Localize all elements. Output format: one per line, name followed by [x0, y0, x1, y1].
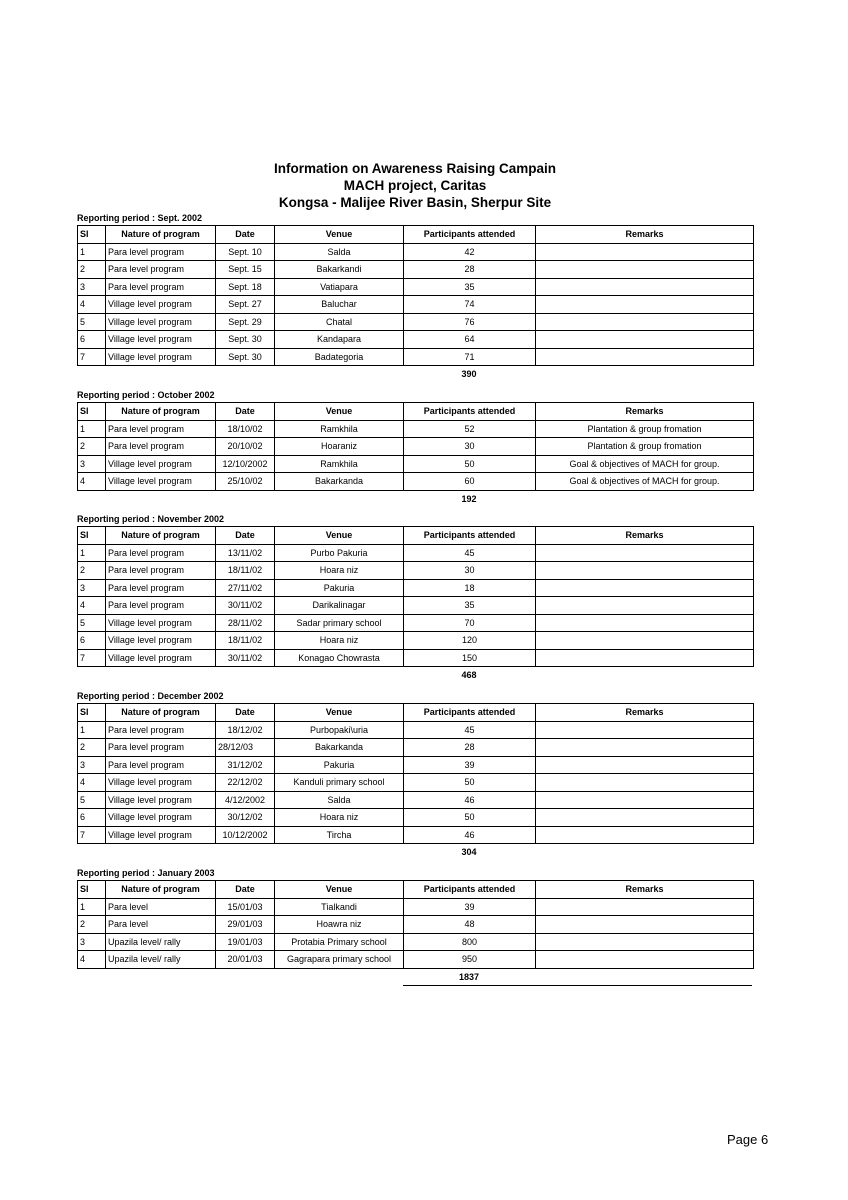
cell-date: 25/10/02: [216, 473, 275, 491]
cell-program: Para level program: [106, 756, 216, 774]
cell-venue: Hoaraniz: [275, 438, 404, 456]
cell-remarks: [536, 614, 754, 632]
cell-date: 4/12/2002: [216, 791, 275, 809]
cell-participants: 74: [404, 296, 536, 314]
cell-venue: Konagao Chowrasta: [275, 649, 404, 667]
table-row: [78, 614, 754, 632]
cell-participants: 46: [404, 791, 536, 809]
cell-remarks: [536, 544, 754, 562]
cell-participants: 120: [404, 632, 536, 650]
cell-program: Para level: [106, 916, 216, 934]
cell-venue: Protabia Primary school: [275, 933, 404, 951]
col-header: Participants attended: [404, 226, 536, 244]
cell-venue: Tircha: [275, 826, 404, 844]
col-header: Sl: [78, 403, 106, 421]
cell-program: Village level program: [106, 649, 216, 667]
cell-remarks: [536, 597, 754, 615]
cell-remarks: [536, 649, 754, 667]
cell-participants: 60: [404, 473, 536, 491]
table-row: [78, 243, 754, 261]
col-header: Remarks: [536, 527, 754, 545]
section-oct-2002: [77, 390, 754, 507]
cell-participants: 45: [404, 544, 536, 562]
cell-participants: 28: [404, 261, 536, 279]
col-header: Remarks: [536, 226, 754, 244]
cell-sl: 1: [78, 544, 106, 562]
cell-date: 18/11/02: [216, 562, 275, 580]
cell-participants: 50: [404, 809, 536, 827]
cell-program: Para level program: [106, 278, 216, 296]
cell-venue: Ramkhila: [275, 455, 404, 473]
cell-remarks: [536, 739, 754, 757]
cell-participants: 35: [404, 278, 536, 296]
cell-date: 31/12/02: [216, 756, 275, 774]
col-header: Sl: [78, 704, 106, 722]
cell-program: Para level program: [106, 579, 216, 597]
cell-sl: 4: [78, 597, 106, 615]
reporting-period: Reporting period : December 2002: [77, 691, 224, 701]
table-row: [78, 296, 754, 314]
cell-sl: 3: [78, 278, 106, 296]
table-row: [78, 632, 754, 650]
cell-participants: 45: [404, 721, 536, 739]
cell-date: 22/12/02: [216, 774, 275, 792]
cell-venue: Badategoria: [275, 348, 404, 366]
cell-remarks: [536, 313, 754, 331]
cell-sl: 4: [78, 951, 106, 969]
cell-remarks: [536, 916, 754, 934]
cell-remarks: [536, 774, 754, 792]
cell-date: 18/10/02: [216, 420, 275, 438]
col-header: Date: [216, 226, 275, 244]
cell-sl: 7: [78, 649, 106, 667]
cell-sl: 5: [78, 614, 106, 632]
cell-program: Village level program: [106, 296, 216, 314]
section-nov-2002: [77, 514, 754, 683]
section-dec-2002: [77, 691, 754, 860]
cell-venue: Bakarkanda: [275, 739, 404, 757]
cell-venue: Baluchar: [275, 296, 404, 314]
cell-remarks: Plantation & group fromation: [536, 420, 754, 438]
cell-program: Para level program: [106, 544, 216, 562]
cell-date: 12/10/2002: [216, 455, 275, 473]
cell-date: 27/11/02: [216, 579, 275, 597]
table-row: [78, 809, 754, 827]
cell-program: Village level program: [106, 331, 216, 349]
cell-date: 18/11/02: [216, 632, 275, 650]
col-header: Sl: [78, 226, 106, 244]
cell-remarks: [536, 791, 754, 809]
col-header: Venue: [275, 403, 404, 421]
cell-remarks: [536, 826, 754, 844]
cell-date: Sept. 18: [216, 278, 275, 296]
col-header: Nature of program: [106, 527, 216, 545]
cell-remarks: [536, 756, 754, 774]
cell-remarks: [536, 809, 754, 827]
page-number: Page 6: [727, 1132, 769, 1147]
cell-participants: 30: [404, 438, 536, 456]
table-row: [78, 721, 754, 739]
cell-date: 20/01/03: [216, 951, 275, 969]
program-table: [77, 402, 754, 491]
cell-date: 13/11/02: [216, 544, 275, 562]
table-row: [78, 826, 754, 844]
cell-date: 30/12/02: [216, 809, 275, 827]
section-jan-2003: [77, 868, 754, 986]
cell-date: 30/11/02: [216, 597, 275, 615]
cell-venue: Hoara niz: [275, 809, 404, 827]
col-header: Remarks: [536, 881, 754, 899]
table-row: [78, 313, 754, 331]
cell-venue: Gagrapara primary school: [275, 951, 404, 969]
cell-participants: 950: [404, 951, 536, 969]
cell-venue: Salda: [275, 791, 404, 809]
cell-sl: 2: [78, 916, 106, 934]
col-header: Date: [216, 527, 275, 545]
cell-program: Village level program: [106, 791, 216, 809]
cell-program: Village level program: [106, 809, 216, 827]
cell-venue: Salda: [275, 243, 404, 261]
cell-remarks: [536, 632, 754, 650]
cell-participants: 35: [404, 597, 536, 615]
col-header: Venue: [275, 881, 404, 899]
cell-participants: 52: [404, 420, 536, 438]
col-header: Participants attended: [404, 403, 536, 421]
cell-sl: 2: [78, 739, 106, 757]
table-row: [78, 916, 754, 934]
cell-program: Para level program: [106, 261, 216, 279]
cell-program: Para level program: [106, 438, 216, 456]
title-line-2: MACH project, Caritas: [343, 178, 487, 193]
cell-date: 29/01/03: [216, 916, 275, 934]
grand-total-row: [403, 969, 752, 986]
cell-venue: Hoawra niz: [275, 916, 404, 934]
table-row: [78, 455, 754, 473]
table-header: [78, 403, 754, 421]
cell-participants: 50: [404, 455, 536, 473]
col-header: Venue: [275, 527, 404, 545]
table-header: [78, 226, 754, 244]
col-header: Date: [216, 403, 275, 421]
cell-date: 10/12/2002: [216, 826, 275, 844]
reporting-period: Reporting period : November 2002: [77, 514, 225, 524]
cell-sl: 5: [78, 313, 106, 331]
cell-date: 15/01/03: [216, 898, 275, 916]
cell-remarks: [536, 243, 754, 261]
cell-program: Village level program: [106, 313, 216, 331]
section-total: 192: [461, 493, 477, 504]
table-row: [78, 933, 754, 951]
cell-venue: Ramkhila: [275, 420, 404, 438]
cell-venue: Kanduli primary school: [275, 774, 404, 792]
col-header: Venue: [275, 704, 404, 722]
title-line-3: Kongsa - Malijee River Basin, Sherpur Site: [278, 195, 552, 210]
cell-venue: Hoara niz: [275, 632, 404, 650]
cell-venue: Purbo Pakuria: [275, 544, 404, 562]
cell-participants: 150: [404, 649, 536, 667]
col-header: Participants attended: [404, 527, 536, 545]
section-sept-2002: [77, 213, 754, 382]
cell-sl: 6: [78, 331, 106, 349]
cell-program: Village level program: [106, 614, 216, 632]
cell-remarks: [536, 348, 754, 366]
cell-venue: Purbopaki\uria: [275, 721, 404, 739]
cell-program: Village level program: [106, 632, 216, 650]
cell-program: Village level program: [106, 455, 216, 473]
cell-participants: 50: [404, 774, 536, 792]
cell-venue: Tialkandi: [275, 898, 404, 916]
cell-remarks: [536, 933, 754, 951]
cell-venue: Vatiapara: [275, 278, 404, 296]
table-row: [78, 473, 754, 491]
col-header: Participants attended: [404, 704, 536, 722]
document-title: [0, 160, 830, 211]
cell-remarks: Plantation & group fromation: [536, 438, 754, 456]
cell-date: 19/01/03: [216, 933, 275, 951]
cell-program: Village level program: [106, 348, 216, 366]
cell-program: Para level program: [106, 721, 216, 739]
cell-date: Sept. 30: [216, 348, 275, 366]
cell-remarks: [536, 331, 754, 349]
col-header: Remarks: [536, 704, 754, 722]
cell-sl: 4: [78, 774, 106, 792]
cell-remarks: [536, 296, 754, 314]
cell-date: Sept. 27: [216, 296, 275, 314]
table-row: [78, 597, 754, 615]
table-row: [78, 791, 754, 809]
cell-program: Upazila level/ rally: [106, 933, 216, 951]
table-row: [78, 756, 754, 774]
program-table: [77, 526, 754, 667]
cell-sl: 3: [78, 579, 106, 597]
cell-venue: Sadar primary school: [275, 614, 404, 632]
col-header: Venue: [275, 226, 404, 244]
table-row: [78, 649, 754, 667]
cell-sl: 2: [78, 261, 106, 279]
cell-sl: 3: [78, 756, 106, 774]
reporting-period: Reporting period : January 2003: [77, 868, 215, 878]
cell-program: Upazila level/ rally: [106, 951, 216, 969]
cell-sl: 7: [78, 348, 106, 366]
cell-date: Sept. 10: [216, 243, 275, 261]
col-header: Nature of program: [106, 704, 216, 722]
table-row: [78, 348, 754, 366]
cell-sl: 5: [78, 791, 106, 809]
cell-date: Sept. 15: [216, 261, 275, 279]
cell-venue: Chatal: [275, 313, 404, 331]
col-header: Sl: [78, 881, 106, 899]
cell-program: Para level: [106, 898, 216, 916]
col-header: Date: [216, 881, 275, 899]
table-row: [78, 951, 754, 969]
cell-venue: Darikalinagar: [275, 597, 404, 615]
cell-venue: Kandapara: [275, 331, 404, 349]
cell-remarks: [536, 579, 754, 597]
cell-date: 18/12/02: [216, 721, 275, 739]
col-header: Date: [216, 704, 275, 722]
cell-participants: 64: [404, 331, 536, 349]
cell-date: 30/11/02: [216, 649, 275, 667]
cell-sl: 3: [78, 455, 106, 473]
table-row: [78, 562, 754, 580]
cell-participants: 800: [404, 933, 536, 951]
cell-date: 28/12/03: [216, 739, 275, 757]
cell-sl: 4: [78, 473, 106, 491]
cell-participants: 71: [404, 348, 536, 366]
cell-date: Sept. 29: [216, 313, 275, 331]
cell-venue: Pakuria: [275, 579, 404, 597]
table-row: [78, 331, 754, 349]
cell-participants: 48: [404, 916, 536, 934]
cell-remarks: Goal & objectives of MACH for group.: [536, 455, 754, 473]
col-header: Nature of program: [106, 403, 216, 421]
cell-sl: 1: [78, 721, 106, 739]
cell-remarks: [536, 951, 754, 969]
cell-date: Sept. 30: [216, 331, 275, 349]
cell-date: 28/11/02: [216, 614, 275, 632]
table-row: [78, 739, 754, 757]
table-row: [78, 278, 754, 296]
cell-sl: 4: [78, 296, 106, 314]
table-row: [78, 544, 754, 562]
cell-program: Para level program: [106, 739, 216, 757]
table-header: [78, 881, 754, 899]
reporting-period: Reporting period : October 2002: [77, 390, 215, 400]
cell-remarks: [536, 278, 754, 296]
cell-participants: 39: [404, 898, 536, 916]
cell-participants: 28: [404, 739, 536, 757]
program-table: [77, 703, 754, 844]
cell-remarks: [536, 721, 754, 739]
cell-sl: 7: [78, 826, 106, 844]
program-table: [77, 880, 754, 969]
section-total: 468: [461, 670, 477, 680]
cell-sl: 1: [78, 243, 106, 261]
col-header: Nature of program: [106, 226, 216, 244]
cell-participants: 42: [404, 243, 536, 261]
table-row: [78, 438, 754, 456]
table-row: [78, 420, 754, 438]
cell-participants: 39: [404, 756, 536, 774]
col-header: Participants attended: [404, 881, 536, 899]
cell-sl: 3: [78, 933, 106, 951]
col-header: Nature of program: [106, 881, 216, 899]
table-row: [78, 898, 754, 916]
table-header: [78, 704, 754, 722]
reporting-period: Reporting period : Sept. 2002: [77, 213, 203, 223]
cell-venue: Bakarkanda: [275, 473, 404, 491]
cell-program: Para level program: [106, 562, 216, 580]
cell-venue: Hoara niz: [275, 562, 404, 580]
section-total: 304: [461, 847, 477, 857]
cell-date: 20/10/02: [216, 438, 275, 456]
title-line-1: Information on Awareness Raising Campain: [273, 161, 557, 176]
cell-venue: Bakarkandi: [275, 261, 404, 279]
cell-remarks: [536, 261, 754, 279]
program-table: [77, 225, 754, 366]
cell-remarks: [536, 898, 754, 916]
cell-program: Village level program: [106, 826, 216, 844]
cell-venue: Pakuria: [275, 756, 404, 774]
cell-sl: 1: [78, 420, 106, 438]
cell-participants: 46: [404, 826, 536, 844]
cell-program: Para level program: [106, 420, 216, 438]
cell-sl: 1: [78, 898, 106, 916]
section-total: 390: [461, 369, 477, 379]
cell-sl: 2: [78, 562, 106, 580]
cell-sl: 6: [78, 632, 106, 650]
cell-program: Village level program: [106, 473, 216, 491]
table-row: [78, 261, 754, 279]
table-row: [78, 579, 754, 597]
cell-sl: 2: [78, 438, 106, 456]
cell-program: Para level program: [106, 597, 216, 615]
cell-participants: 70: [404, 614, 536, 632]
cell-participants: 30: [404, 562, 536, 580]
cell-program: Village level program: [106, 774, 216, 792]
col-header: Remarks: [536, 403, 754, 421]
section-total: 1837: [458, 971, 480, 982]
cell-remarks: [536, 562, 754, 580]
cell-sl: 6: [78, 809, 106, 827]
table-row: [78, 774, 754, 792]
cell-participants: 18: [404, 579, 536, 597]
table-header: [78, 527, 754, 545]
cell-program: Para level program: [106, 243, 216, 261]
cell-participants: 76: [404, 313, 536, 331]
col-header: Sl: [78, 527, 106, 545]
cell-remarks: Goal & objectives of MACH for group.: [536, 473, 754, 491]
